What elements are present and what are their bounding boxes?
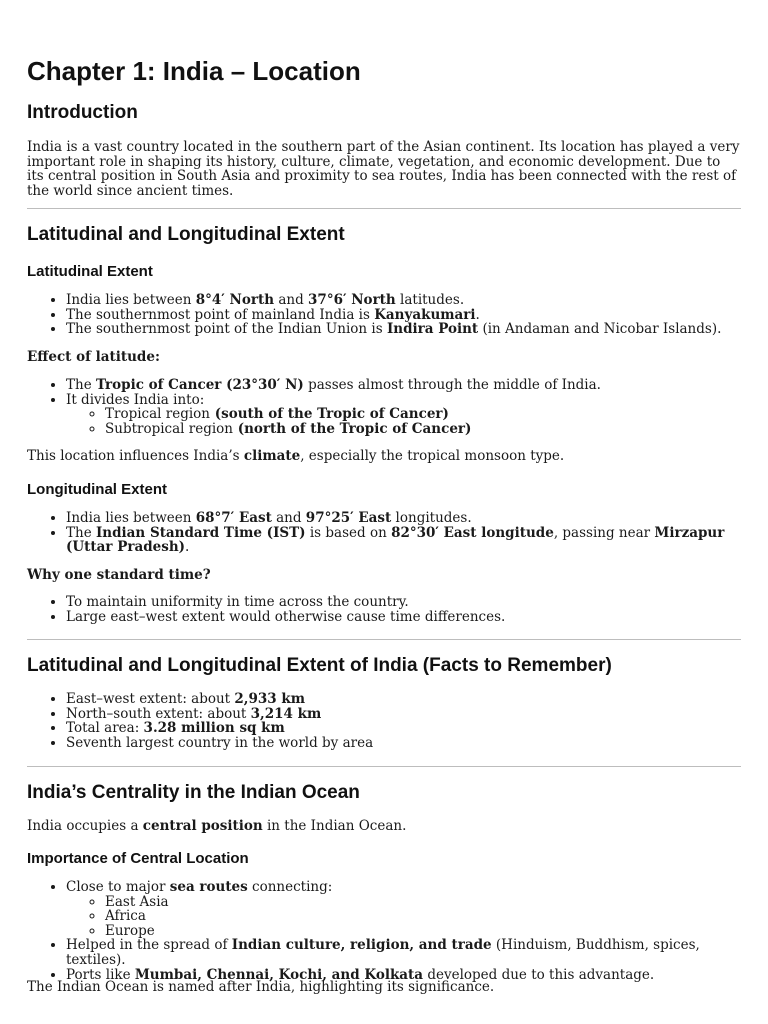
facts-heading: Latitudinal and Longitudinal Extent of India (Facts to Remember) — [27, 655, 612, 676]
text-run: Helped in the spread of — [66, 937, 232, 954]
importance-heading: Importance of Central Location — [27, 850, 249, 867]
bold-text: 97°25′ East — [305, 510, 392, 526]
bold-text: (south of the Tropic of Cancer) — [210, 406, 449, 423]
list-item — [66, 308, 741, 323]
bold-text: 8°4′ North — [195, 292, 275, 308]
importance-list — [27, 880, 741, 982]
text-run: India lies between — [66, 510, 196, 526]
text-run: , passing near — [553, 524, 655, 541]
facts-list — [27, 692, 741, 750]
text-run: Total area: — [66, 720, 144, 737]
bold-text: Indira Point — [386, 321, 479, 338]
text-run: Europe — [105, 922, 155, 939]
text-run: Subtropical region — [105, 420, 233, 437]
bold-text: Indian Standard Time (IST) — [95, 524, 306, 541]
introduction-paragraph: India is a vast country located in the southern part of the Asian continent. Its location has played a very important role in shaping its history, culture, climate, vegetation, and economic development. Due to its central position in South Asia and proximity to sea routes, India has been connected with the rest of the world since ancient times. — [27, 139, 740, 199]
text-run: Large east–west extent would otherwise cause time differences. — [66, 608, 506, 625]
effect-sublist — [27, 407, 741, 436]
list-item — [105, 422, 741, 437]
text-run: India lies between — [66, 292, 196, 308]
text-run: passes almost through the middle of India. — [303, 377, 601, 393]
text-run: Seventh largest country in the world by area — [66, 734, 374, 751]
divider — [27, 208, 741, 209]
importance-list-b — [27, 938, 741, 982]
bold-text: Kanyakumari — [374, 306, 476, 323]
bold-text: climate — [243, 448, 301, 464]
text-run: To maintain uniformity in time across the country. — [66, 594, 409, 610]
longitudinal-extent-heading: Longitudinal Extent — [27, 481, 167, 498]
text-run: Africa — [105, 908, 146, 925]
list-item — [66, 938, 741, 967]
list-item — [66, 526, 741, 555]
text-run: and — [271, 510, 306, 526]
text-run: (Hinduism, Buddhism, spices, textiles). — [66, 937, 700, 968]
text-run: (in Andaman and Nicobar Islands). — [478, 321, 722, 338]
text-run: Tropical region — [105, 406, 210, 423]
list-item — [66, 511, 741, 526]
centrality-heading: India’s Centrality in the Indian Ocean — [27, 782, 360, 803]
bold-text: 2,933 km — [234, 691, 306, 707]
climate-note — [27, 449, 741, 464]
text-run: , especially the tropical monsoon type. — [300, 448, 565, 464]
list-item — [66, 595, 741, 610]
list-item — [66, 378, 741, 393]
text-run: Close to major — [66, 879, 170, 895]
list-item — [105, 924, 741, 939]
bold-text: sea routes — [169, 879, 248, 895]
list-item — [66, 707, 741, 722]
bold-text: 82°30′ East longitude — [391, 524, 554, 541]
bold-text: Mumbai, Chennai, Kochi, and Kolkata — [134, 966, 424, 983]
text-run: . — [475, 306, 480, 323]
bold-text: Tropic of Cancer (23°30′ N) — [95, 377, 304, 393]
text-run: in the Indian Ocean. — [262, 818, 407, 834]
text-run: The Indian Ocean is named after India, highlighting its significance. — [27, 979, 495, 995]
list-item — [66, 610, 741, 625]
text-run: East–west extent: about — [66, 691, 235, 707]
text-run: developed due to this advantage. — [423, 966, 655, 983]
text-run: The southernmost point of the Indian Union is — [66, 321, 387, 338]
text-run: North–south extent: about — [66, 705, 251, 722]
divider — [27, 766, 741, 767]
bold-text: 3.28 million sq km — [143, 720, 285, 737]
latitudinal-extent-list — [27, 293, 741, 337]
bold-text: 68°7′ East — [195, 510, 272, 526]
why-standard-time-heading: Why one standard time? — [27, 567, 211, 583]
page-title: Chapter 1: India – Location — [27, 56, 361, 86]
list-item — [105, 895, 741, 910]
effect-of-latitude-list — [27, 378, 741, 436]
bold-text: 3,214 km — [250, 705, 322, 722]
text-run: The southernmost point of mainland India is — [66, 306, 375, 323]
list-item — [105, 407, 741, 422]
bold-text: Mirzapur (Uttar Pradesh) — [66, 524, 725, 556]
list-item — [105, 909, 741, 924]
text-run: This location influences India’s — [27, 448, 244, 464]
closing-note — [27, 980, 741, 995]
longitudinal-extent-list — [27, 511, 741, 555]
importance-list-a — [27, 880, 741, 895]
introduction-heading: Introduction — [27, 102, 138, 123]
text-run: connecting: — [247, 879, 333, 895]
text-run: The — [66, 524, 96, 541]
list-item — [66, 393, 741, 408]
bold-text: central position — [142, 818, 263, 834]
text-run: India occupies a — [27, 818, 143, 834]
list-item — [66, 322, 741, 337]
bold-text: 37°6′ North — [308, 292, 396, 308]
divider — [27, 639, 741, 640]
text-run: The — [66, 377, 96, 393]
latitudinal-extent-heading: Latitudinal Extent — [27, 263, 153, 280]
bold-text: Indian culture, religion, and trade — [231, 937, 492, 954]
effect-list — [27, 378, 741, 407]
list-item — [66, 721, 741, 736]
list-item — [66, 293, 741, 308]
text-run: latitudes. — [395, 292, 465, 308]
text-run: East Asia — [105, 893, 169, 910]
text-run: longitudes. — [391, 510, 472, 526]
why-standard-time-list — [27, 595, 741, 624]
list-item — [66, 692, 741, 707]
text-run: is based on — [305, 524, 392, 541]
list-item — [66, 736, 741, 751]
text-run: and — [274, 292, 309, 308]
text-run: It divides India into: — [66, 391, 205, 408]
centrality-intro — [27, 819, 741, 834]
effect-of-latitude-heading: Effect of latitude: — [27, 349, 160, 365]
text-run: . — [185, 539, 190, 556]
list-item — [66, 880, 741, 895]
sea-routes-sublist — [27, 895, 741, 939]
extent-heading: Latitudinal and Longitudinal Extent — [27, 224, 345, 245]
text-run: Ports like — [66, 966, 135, 983]
bold-text: (north of the Tropic of Cancer) — [233, 420, 472, 437]
